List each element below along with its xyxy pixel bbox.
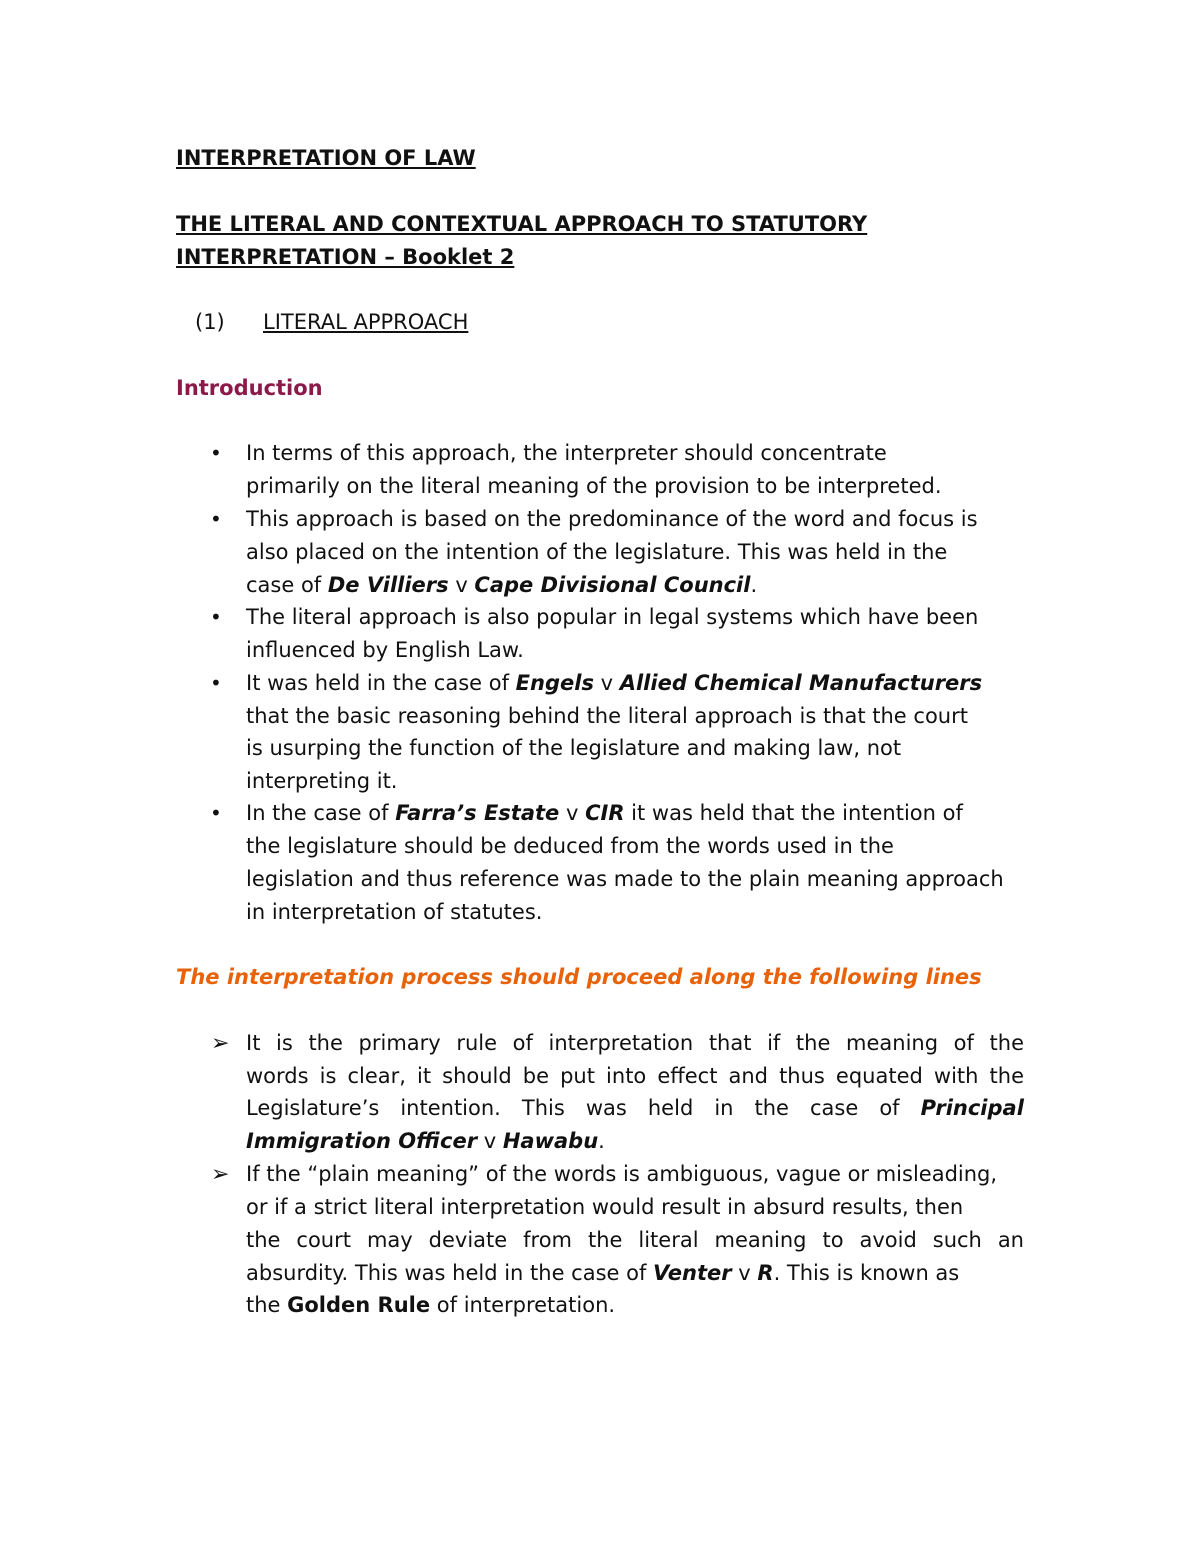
subtitle-line-2: INTERPRETATION – Booklet 2 [176, 245, 515, 269]
golden-rule-term: Golden Rule [287, 1293, 431, 1317]
text: . [750, 573, 758, 597]
text: words is clear, it should be put into effect and thus equated with the [246, 1064, 1024, 1088]
text: v [731, 1261, 758, 1285]
text: v [477, 1129, 503, 1153]
case-name: R [757, 1261, 774, 1285]
section-heading: LITERAL APPROACH [263, 310, 469, 334]
text: . This is known as [773, 1261, 960, 1285]
case-name: Principal [920, 1096, 1024, 1120]
word: of [879, 1096, 900, 1120]
bullet-icon: • [210, 801, 222, 825]
word: case [810, 1096, 859, 1120]
bullet-3-line-2: influenced by English Law. [246, 638, 524, 662]
bullet-5-line-3: legislation and thus reference was made to the plain meaning approach [246, 867, 1004, 891]
arrow-1-line-2 [246, 1060, 1024, 1093]
arrow-bullet-icon: ➢ [211, 1031, 230, 1056]
bullet-4-line-3: is usurping the function of the legislature and making law, not [246, 736, 902, 760]
case-name: Immigration Officer [246, 1129, 478, 1153]
case-name: Cape Divisional Council [474, 573, 751, 597]
text: absurdity. This was held in the case of [246, 1261, 654, 1285]
case-name: Engels [515, 671, 594, 695]
case-name: CIR [585, 801, 625, 825]
bullet-5-line-2: the legislature should be deduced from the words used in the [246, 834, 894, 858]
bullet-2-line-3 [246, 569, 757, 602]
case-name: Venter [653, 1261, 732, 1285]
word: the [754, 1096, 789, 1120]
document-title: INTERPRETATION OF LAW [176, 146, 476, 170]
text: v [559, 801, 586, 825]
bullet-icon: • [210, 671, 222, 695]
word: was [585, 1096, 627, 1120]
bullet-5-line-1 [246, 797, 963, 830]
word: This [521, 1096, 565, 1120]
arrow-1-line-3 [246, 1092, 1024, 1125]
text: the court may deviate from the literal meaning to avoid such an [246, 1228, 1024, 1252]
text: v [448, 573, 475, 597]
text: the [246, 1293, 288, 1317]
bullet-5-line-4: in interpretation of statutes. [246, 900, 543, 924]
bullet-2-line-1: This approach is based on the predominance of the word and focus is [246, 507, 978, 531]
bullet-2-line-2: also placed on the intention of the legislature. This was held in the [246, 540, 948, 564]
word: held [647, 1096, 694, 1120]
word: intention. [400, 1096, 501, 1120]
text: case of [246, 573, 328, 597]
bullet-icon: • [210, 605, 222, 629]
arrow-2-line-5 [246, 1289, 615, 1322]
text: . [598, 1129, 605, 1153]
text: v [593, 671, 620, 695]
bullet-1-line-2: primarily on the literal meaning of the provision to be interpreted. [246, 474, 942, 498]
bullet-icon: • [210, 507, 222, 531]
arrow-1-line-1 [246, 1027, 1024, 1060]
word: Legislature’s [246, 1096, 380, 1120]
arrow-2-line-1: If the “plain meaning” of the words is ambiguous, vague or misleading, [246, 1162, 998, 1186]
case-name: Allied Chemical Manufacturers [619, 671, 983, 695]
section-number: (1) [195, 310, 225, 334]
bullet-4-line-4: interpreting it. [246, 769, 398, 793]
case-name: Hawabu [502, 1129, 599, 1153]
text: it was held that the intention of [624, 801, 963, 825]
arrow-2-line-3 [246, 1224, 1024, 1257]
subtitle-line-1: THE LITERAL AND CONTEXTUAL APPROACH TO STATUTORY [176, 212, 868, 236]
bullet-icon: • [210, 441, 222, 465]
bullet-1-line-1: In terms of this approach, the interpreter should concentrate [246, 441, 887, 465]
arrow-2-line-2: or if a strict literal interpretation would result in absurd results, then [246, 1195, 964, 1219]
text: of interpretation. [430, 1293, 616, 1317]
text: In the case of [246, 801, 396, 825]
bullet-3-line-1: The literal approach is also popular in legal systems which have been [246, 605, 979, 629]
arrow-1-line-4 [246, 1125, 605, 1158]
word: in [714, 1096, 734, 1120]
introduction-heading: Introduction [176, 376, 323, 400]
process-heading: The interpretation process should proceed along the following lines [176, 965, 982, 989]
arrow-2-line-4 [246, 1257, 959, 1290]
text: It is the primary rule of interpretation that if the meaning of the [246, 1031, 1024, 1055]
bullet-4-line-2: that the basic reasoning behind the literal approach is that the court [246, 704, 968, 728]
text: It was held in the case of [246, 671, 516, 695]
bullet-4-line-1 [246, 667, 982, 700]
case-name: Farra’s Estate [395, 801, 560, 825]
arrow-bullet-icon: ➢ [211, 1162, 230, 1187]
case-name: De Villiers [327, 573, 449, 597]
